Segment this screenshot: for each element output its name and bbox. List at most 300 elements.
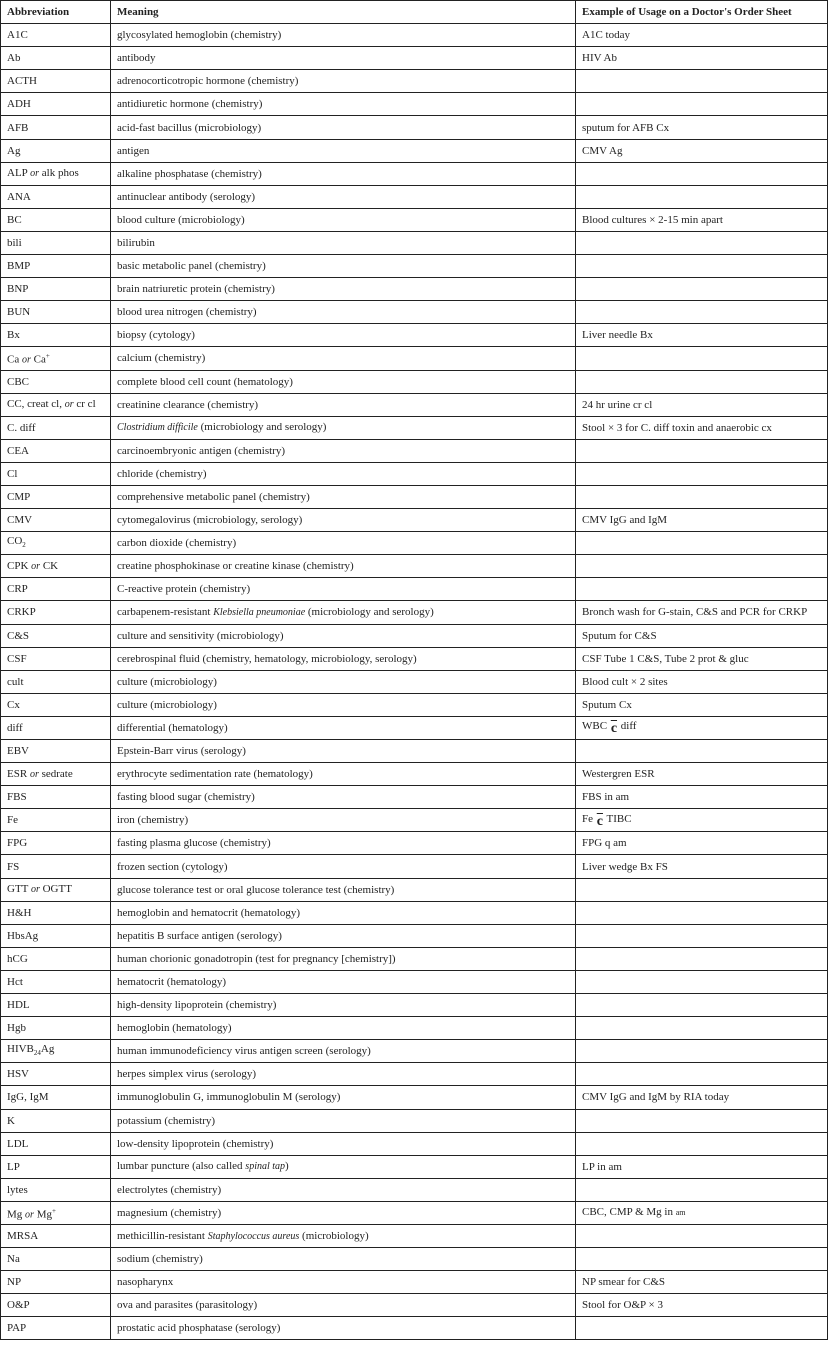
abbreviation-text: NP [7,1276,22,1289]
table-row [1,1294,828,1317]
meaning-italic-text: Klebsiella pneumoniae [213,606,306,618]
abbreviation-text: PAP [7,1322,27,1335]
cell-meaning [111,1248,576,1271]
table-header-row [1,1,828,24]
abbreviation-text: HIVB [7,1043,34,1056]
cell-abbreviation [1,1248,111,1271]
meaning-text: antidiuretic hormone (chemistry) [117,98,263,111]
example-text: Sputum for C&S [582,629,657,642]
cell-example [576,716,828,739]
cell-abbreviation [1,1132,111,1155]
cell-meaning [111,855,576,878]
table-row [1,1109,828,1132]
example-text: FPG q am [582,837,627,850]
cell-example [576,1271,828,1294]
header-meaning: Meaning [111,1,576,24]
cell-abbreviation [1,601,111,624]
cell-abbreviation [1,809,111,832]
or-connector: or [30,168,40,180]
cell-meaning [111,878,576,901]
abbreviation-text: K [7,1114,15,1127]
cell-abbreviation [1,1271,111,1294]
cell-example [576,970,828,993]
table-row [1,162,828,185]
cell-meaning [111,1132,576,1155]
meaning-text: calcium (chemistry) [117,352,206,365]
meaning-text: (microbiology and serology) [305,605,434,618]
meaning-text: culture and sensitivity (microbiology) [117,629,284,642]
meaning-text: lumbar puncture (also called [117,1160,246,1173]
cell-meaning [111,578,576,601]
cell-abbreviation [1,139,111,162]
cell-meaning [111,832,576,855]
abbreviation-text: MRSA [7,1230,39,1243]
abbreviation-alt-text: CK [42,559,59,572]
abbreviation-alt-text: Mg [36,1208,52,1221]
cell-abbreviation [1,509,111,532]
meaning-text: glucose tolerance test or oral glucose tolerance test (chemistry) [117,883,395,896]
cell-abbreviation [1,70,111,93]
cell-abbreviation [1,1017,111,1040]
cell-example [576,1063,828,1086]
cell-meaning [111,116,576,139]
meaning-text: antinuclear antibody (serology) [117,190,256,203]
table-row [1,278,828,301]
cell-example [576,509,828,532]
meaning-text: prostatic acid phosphatase (serology) [117,1322,281,1335]
table-row [1,416,828,439]
cell-abbreviation [1,1178,111,1201]
cell-abbreviation [1,693,111,716]
abbreviation-text: Bx [7,329,20,342]
meaning-text: (microbiology) [299,1229,369,1242]
meaning-italic-text: Staphylococcus aureus [207,1230,300,1242]
cell-example [576,185,828,208]
cell-meaning [111,1063,576,1086]
table-row [1,139,828,162]
cell-example [576,278,828,301]
abbreviation-text: bili [7,236,22,249]
cell-meaning [111,1317,576,1340]
abbreviation-text: BNP [7,283,29,296]
abbreviation-text: diff [7,721,23,734]
table-row [1,740,828,763]
cell-abbreviation [1,740,111,763]
table-row [1,924,828,947]
cell-example [576,416,828,439]
meaning-text: sodium (chemistry) [117,1253,203,1266]
cell-example [576,740,828,763]
cell-example [576,1155,828,1178]
table-row [1,1224,828,1247]
cell-abbreviation [1,1086,111,1109]
cell-abbreviation [1,924,111,947]
meaning-text: ) [285,1160,289,1173]
meaning-italic-text: Clostridium difficile [117,422,198,434]
c-bar-symbol-icon: $\overline{c}$ [610,721,618,737]
example-text: Stool for O&P × 3 [582,1299,663,1312]
cell-example [576,393,828,416]
meaning-text: Epstein-Barr virus (serology) [117,745,246,758]
abbreviation-text: CMV [7,514,33,527]
example-text: Fe [582,812,593,825]
cell-meaning [111,208,576,231]
cell-meaning [111,1109,576,1132]
cell-example [576,116,828,139]
meaning-text: differential (hematology) [117,721,228,734]
table-row [1,1132,828,1155]
cell-meaning [111,185,576,208]
abbreviation-text: BUN [7,306,31,319]
cell-example [576,1248,828,1271]
cell-meaning [111,786,576,809]
table-row [1,1063,828,1086]
meaning-text: carbon dioxide (chemistry) [117,537,237,550]
cell-example [576,532,828,555]
cell-meaning [111,1017,576,1040]
or-connector: or [30,884,40,896]
abbreviation-alt-text: OGTT [42,883,72,896]
table-row [1,509,828,532]
example-text: NP smear for C&S [582,1276,666,1289]
abbreviation-text: IgG, IgM [7,1091,49,1104]
cell-example [576,162,828,185]
meaning-text: iron (chemistry) [117,814,189,827]
cell-example [576,324,828,347]
abbreviation-text: CRP [7,583,28,596]
meaning-text: fasting plasma glucose (chemistry) [117,837,271,850]
abbreviation-text: CBC [7,375,30,388]
abbreviation-text: Ag [7,144,21,157]
cell-example [576,1086,828,1109]
cell-example [576,255,828,278]
cell-example [576,578,828,601]
abbreviation-text: ACTH [7,75,37,88]
meaning-text: C-reactive protein (chemistry) [117,583,251,596]
meaning-text: human immunodeficiency virus antigen screen (serology) [117,1045,371,1058]
meaning-text: antigen [117,144,150,157]
meaning-text: culture (microbiology) [117,675,217,688]
meaning-text: basic metabolic panel (chemistry) [117,260,266,273]
cell-example [576,624,828,647]
cell-meaning [111,716,576,739]
cell-abbreviation [1,370,111,393]
table-row [1,47,828,70]
abbreviation-text: BC [7,213,22,226]
cell-meaning [111,647,576,670]
cell-abbreviation [1,763,111,786]
meaning-text: antibody [117,52,156,65]
abbreviation-alt-text: cr cl [76,398,96,411]
table-row [1,763,828,786]
cell-abbreviation [1,670,111,693]
cell-meaning [111,393,576,416]
abbreviation-text: FS [7,860,20,873]
cell-abbreviation [1,578,111,601]
cell-meaning [111,416,576,439]
example-text: Stool × 3 for C. diff toxin and anaerobic cx [582,421,772,434]
meaning-text: hemoglobin and hematocrit (hematology) [117,906,300,919]
meaning-text: creatinine clearance (chemistry) [117,398,259,411]
table-row [1,716,828,739]
example-text: sputum for AFB Cx [582,121,670,134]
cell-meaning [111,532,576,555]
cell-example [576,947,828,970]
cell-example [576,485,828,508]
cell-abbreviation [1,970,111,993]
cell-example [576,832,828,855]
or-connector: or [25,1209,34,1221]
header-example: Example of Usage on a Doctor's Order Sheet [576,1,828,24]
meaning-text: cytomegalovirus (microbiology, serology) [117,514,303,527]
superscript: + [51,1206,56,1215]
meaning-text: brain natriuretic protein (chemistry) [117,283,275,296]
example-text: WBC [582,720,608,733]
meaning-text: glycosylated hemoglobin (chemistry) [117,29,282,42]
cell-meaning [111,162,576,185]
cell-meaning [111,924,576,947]
table-row [1,994,828,1017]
cell-abbreviation [1,278,111,301]
cell-meaning [111,231,576,254]
or-connector: or [64,399,74,411]
cell-example [576,693,828,716]
cell-abbreviation [1,162,111,185]
abbreviation-text: Na [7,1253,20,1266]
cell-meaning [111,1271,576,1294]
meaning-text: complete blood cell count (hematology) [117,375,293,388]
table-row [1,970,828,993]
cell-abbreviation [1,1317,111,1340]
meaning-text: biopsy (cytology) [117,329,195,342]
cell-example [576,70,828,93]
cell-abbreviation [1,439,111,462]
cell-example [576,1201,828,1224]
table-row [1,855,828,878]
cell-abbreviation [1,116,111,139]
table-row [1,624,828,647]
cell-example [576,24,828,47]
meaning-text: erythrocyte sedimentation rate (hematology) [117,768,313,781]
abbreviation-text: CSF [7,652,27,665]
cell-abbreviation [1,347,111,370]
meaning-text: blood culture (microbiology) [117,213,245,226]
meaning-text: comprehensive metabolic panel (chemistry) [117,491,310,504]
cell-abbreviation [1,24,111,47]
header-abbreviation: Abbreviation [1,1,111,24]
cell-meaning [111,1155,576,1178]
cell-meaning [111,901,576,924]
abbreviation-text: hCG [7,952,28,965]
example-text: HIV Ab [582,52,617,65]
meaning-text: cerebrospinal fluid (chemistry, hematology, microbiology, serology) [117,652,417,665]
cell-abbreviation [1,786,111,809]
table-row [1,439,828,462]
cell-meaning [111,255,576,278]
table-row [1,24,828,47]
subscript: 24 [33,1049,41,1058]
abbreviation-text: CPK [7,559,29,572]
abbreviation-text: cult [7,675,24,688]
abbreviation-text: C&S [7,629,30,642]
abbreviation-text: O&P [7,1299,30,1312]
cell-abbreviation [1,832,111,855]
table-row [1,1178,828,1201]
or-connector: or [21,354,31,366]
example-text: Westergren ESR [582,768,655,781]
cell-example [576,1017,828,1040]
table-row [1,301,828,324]
table-row [1,1248,828,1271]
abbreviation-text: CO [7,535,23,548]
cell-example [576,1178,828,1201]
cell-example [576,370,828,393]
example-text: CMV Ag [582,144,623,157]
cell-example [576,1294,828,1317]
table-row [1,555,828,578]
cell-meaning [111,347,576,370]
meaning-text: blood urea nitrogen (chemistry) [117,306,257,319]
cell-example [576,139,828,162]
table-row [1,93,828,116]
abbreviation-text: H&H [7,906,32,919]
cell-example [576,924,828,947]
meaning-text: human chorionic gonadotropin (test for pregnancy [chemistry]) [117,952,396,965]
example-text: FBS in am [582,791,630,804]
cell-abbreviation [1,301,111,324]
cell-example [576,601,828,624]
cell-abbreviation [1,416,111,439]
cell-example [576,1224,828,1247]
superscript: + [45,352,50,361]
example-text: 24 hr urine cr cl [582,398,653,411]
cell-example [576,670,828,693]
cell-example [576,208,828,231]
cell-meaning [111,1086,576,1109]
table-row [1,1017,828,1040]
meaning-text: hematocrit (hematology) [117,975,227,988]
cell-meaning [111,370,576,393]
abbreviation-text: ADH [7,98,31,111]
example-text: Blood cult × 2 sites [582,675,668,688]
cell-abbreviation [1,947,111,970]
meaning-text: bilirubin [117,236,155,249]
meaning-text: ova and parasites (parasitology) [117,1299,258,1312]
example-text: LP in am [582,1160,622,1173]
meaning-text: immunoglobulin G, immunoglobulin M (serology) [117,1091,341,1104]
table-row [1,1086,828,1109]
example-text: A1C today [582,29,630,42]
meaning-text: magnesium (chemistry) [117,1206,222,1219]
table-row [1,670,828,693]
abbreviation-text: Fe [7,814,18,827]
cell-example [576,347,828,370]
table-row [1,809,828,832]
cell-meaning [111,740,576,763]
cell-abbreviation [1,393,111,416]
table-row [1,324,828,347]
abbreviation-text: CRKP [7,606,36,619]
abbreviation-text: LP [7,1160,20,1173]
table-row [1,947,828,970]
example-text: Liver wedge Bx FS [582,860,668,873]
cell-meaning [111,509,576,532]
cell-example [576,878,828,901]
meaning-text: acid-fast bacillus (microbiology) [117,121,262,134]
meaning-text: hepatitis B surface antigen (serology) [117,929,282,942]
cell-abbreviation [1,878,111,901]
cell-meaning [111,693,576,716]
cell-example [576,93,828,116]
cell-abbreviation [1,532,111,555]
abbreviation-text: GTT [7,883,29,896]
cell-abbreviation [1,1224,111,1247]
example-small-text: am [675,1208,686,1218]
or-connector: or [31,560,41,572]
table-row [1,578,828,601]
cell-meaning [111,324,576,347]
cell-example [576,301,828,324]
example-text: Liver needle Bx [582,329,653,342]
cell-abbreviation [1,855,111,878]
c-bar-symbol-icon: $\overline{c}$ [596,813,603,829]
cell-example [576,1109,828,1132]
meaning-text: low-density lipoprotein (chemistry) [117,1137,274,1150]
cell-abbreviation [1,185,111,208]
table-body [1,24,828,1340]
abbreviation-text: FPG [7,837,28,850]
meaning-text: methicillin-resistant [117,1229,208,1242]
table-row [1,255,828,278]
cell-abbreviation [1,1155,111,1178]
cell-meaning [111,809,576,832]
table-row [1,832,828,855]
subscript: 2 [22,541,26,550]
table-row [1,70,828,93]
example-text: Sputum Cx [582,698,632,711]
table-row [1,1317,828,1340]
table-row [1,370,828,393]
meaning-text: hemoglobin (hematology) [117,1022,232,1035]
meaning-text: alkaline phosphatase (chemistry) [117,167,262,180]
abbreviation-text: lytes [7,1183,28,1196]
cell-meaning [111,301,576,324]
table-row [1,1155,828,1178]
abbreviation-text: Cx [7,698,20,711]
abbreviation-text: A1C [7,29,28,42]
example-text: diff [620,720,637,733]
cell-meaning [111,947,576,970]
meaning-text: creatine phosphokinase or creatine kinase (chemistry) [117,560,354,573]
cell-meaning [111,462,576,485]
cell-example [576,994,828,1017]
abbreviation-text: FBS [7,791,27,804]
cell-meaning [111,670,576,693]
meaning-text: carbapenem-resistant [117,605,214,618]
meaning-text: nasopharynx [117,1276,174,1289]
cell-abbreviation [1,555,111,578]
meaning-text: fasting blood sugar (chemistry) [117,791,255,804]
meaning-text: potassium (chemistry) [117,1114,216,1127]
abbreviation-text: Hgb [7,1022,26,1035]
table-row [1,1271,828,1294]
table-row [1,901,828,924]
abbreviation-alt-text: alk phos [41,167,79,180]
example-text: Bronch wash for G-stain, C&S and PCR for CRKP [582,606,808,619]
table-row [1,601,828,624]
cell-meaning [111,1224,576,1247]
cell-abbreviation [1,901,111,924]
